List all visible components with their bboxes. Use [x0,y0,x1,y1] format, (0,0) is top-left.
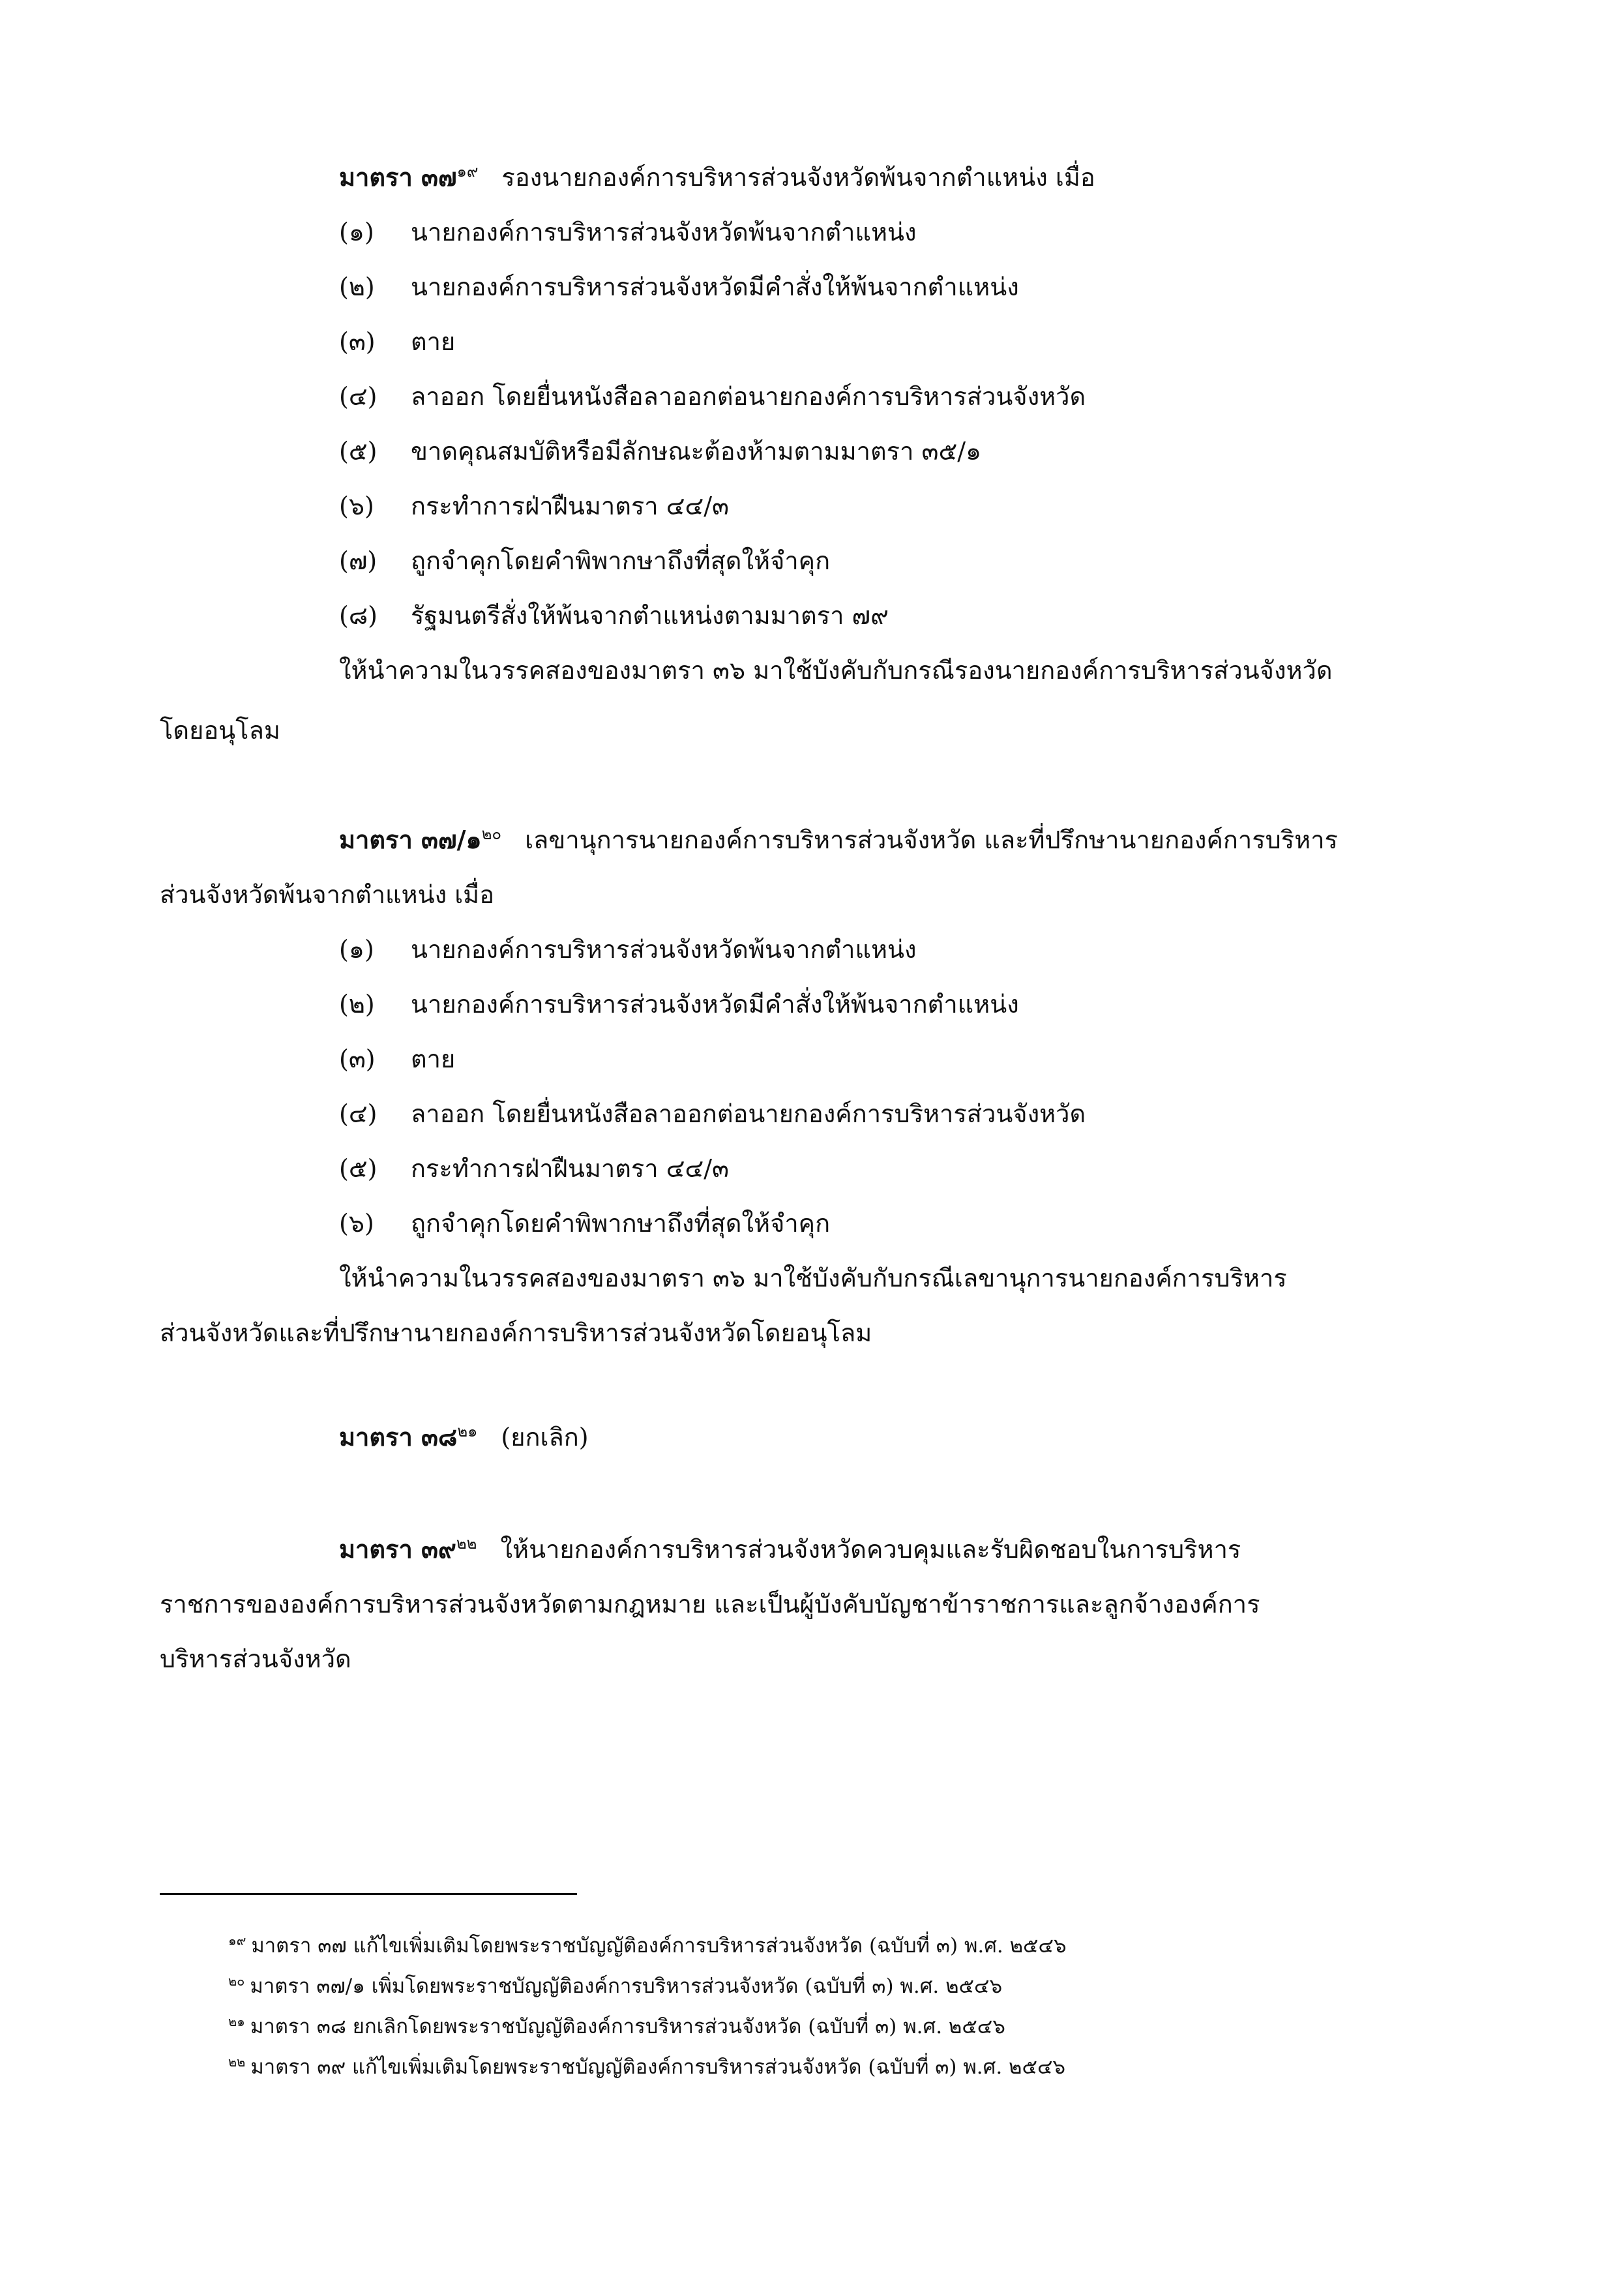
section-37-1-item [339,1152,729,1185]
section-37-1-footnote-ref: ๒๐ [481,825,502,844]
item-number: (๖) [339,1209,374,1238]
section-37-footnote-ref: ๑๙ [456,162,479,181]
footnote-mark: ๒๒ [228,2053,246,2070]
item-number: (๕) [339,1154,378,1183]
section-37-closing-line-1: ให้นำความในวรรคสองของมาตรา ๓๖ มาใช้บังคับกับกรณีรองนายกองค์การบริหารส่วนจังหวัด [339,656,1333,685]
section-37-1-closing-line-2: ส่วนจังหวัดและที่ปรึกษานายกองค์การบริหารส่วนจังหวัดโดยอนุโลม [160,1319,872,1347]
section-37-item [339,544,830,578]
footnote-text: มาตรา ๓๗/๑ เพิ่มโดยพระราชบัญญัติองค์การบริหารส่วนจังหวัด (ฉบับที่ ๓) พ.ศ. ๒๕๔๖ [250,1975,1003,1998]
section-37-item [339,215,917,249]
item-number: (๑) [339,935,374,964]
footnote-mark: ๑๙ [228,1932,246,1948]
section-37-1-closing-line-1: ให้นำความในวรรคสองของมาตรา ๓๖ มาใช้บังคับกับกรณีเลขานุการนายกองค์การบริหาร [339,1264,1287,1292]
section-37-item [339,380,1086,413]
section-37-item [339,489,729,523]
item-number: (๒) [339,273,375,301]
footnote-separator [160,1893,577,1895]
footnote-mark: ๒๑ [228,2013,245,2029]
item-text: กระทำการฝ่าฝืนมาตรา ๔๔/๓ [411,492,730,520]
section-38-heading [339,1420,589,1454]
section-37-1-item [339,1042,455,1076]
section-37-1-item [339,987,1019,1021]
item-text: รัฐมนตรีสั่งให้พ้นจากตำแหน่งตามมาตรา ๗๙ [411,601,889,630]
section-37-label: มาตรา ๓๗ [339,162,457,192]
item-text: นายกองค์การบริหารส่วนจังหวัดมีคำสั่งให้พ้นจากตำแหน่ง [411,990,1019,1019]
item-number: (๕) [339,437,378,466]
section-37-1-heading [339,823,1338,857]
section-37-1-item [339,1206,830,1240]
footnote-21 [228,2012,1005,2041]
footnote-19 [228,1931,1067,1960]
item-text: ลาออก โดยยื่นหนังสือลาออกต่อนายกองค์การบริหารส่วนจังหวัด [411,1099,1086,1128]
section-37-1-intro-line-2: ส่วนจังหวัดพ้นจากตำแหน่ง เมื่อ [160,880,495,909]
section-39-line-1: ให้นายกองค์การบริหารส่วนจังหวัดควบคุมและรับผิดชอบในการบริหาร [500,1535,1241,1564]
item-text: ถูกจำคุกโดยคำพิพากษาถึงที่สุดให้จำคุก [411,546,831,575]
item-number: (๖) [339,492,374,520]
footnote-22 [228,2053,1065,2081]
section-37-closing-line-2: โดยอนุโลม [160,716,280,745]
item-number: (๔) [339,382,378,411]
item-number: (๘) [339,601,378,630]
section-37-1-intro-line-1: เลขานุการนายกองค์การบริหารส่วนจังหวัด และที่ปรึกษานายกองค์การบริหาร [525,826,1338,854]
item-text: นายกองค์การบริหารส่วนจังหวัดพ้นจากตำแหน่ง [411,935,917,964]
item-text: ถูกจำคุกโดยคำพิพากษาถึงที่สุดให้จำคุก [411,1209,831,1238]
item-text: ลาออก โดยยื่นหนังสือลาออกต่อนายกองค์การบริหารส่วนจังหวัด [411,382,1086,411]
item-text: นายกองค์การบริหารส่วนจังหวัดมีคำสั่งให้พ้นจากตำแหน่ง [411,273,1019,301]
section-39-line-2: ราชการขององค์การบริหารส่วนจังหวัดตามกฎหมาย และเป็นผู้บังคับบัญชาข้าราชการและลูกจ้างองค์การ [160,1590,1260,1618]
section-37-1-item [339,932,917,966]
section-37-item [339,599,889,633]
item-number: (๓) [339,1045,376,1073]
footnote-text: มาตรา ๓๙ แก้ไขเพิ่มเติมโดยพระราชบัญญัติองค์การบริหารส่วนจังหวัด (ฉบับที่ ๓) พ.ศ. ๒๕๔๖ [250,2055,1066,2079]
item-number: (๒) [339,990,375,1019]
item-number: (๗) [339,546,378,575]
section-37-1-label: มาตรา ๓๗/๑ [339,825,482,854]
section-39-footnote-ref: ๒๒ [456,1534,477,1553]
item-text: ตาย [411,327,456,356]
item-number: (๑) [339,218,374,246]
item-text: ตาย [411,1045,456,1073]
section-39-label: มาตรา ๓๙ [339,1534,456,1564]
section-37-1-item [339,1097,1086,1131]
item-text: กระทำการฝ่าฝืนมาตรา ๔๔/๓ [411,1154,730,1183]
section-37-item [339,325,455,359]
section-39-line-3: บริหารส่วนจังหวัด [160,1645,351,1673]
footnote-text: มาตรา ๓๘ ยกเลิกโดยพระราชบัญญัติองค์การบริหารส่วนจังหวัด (ฉบับที่ ๓) พ.ศ. ๒๕๔๖ [250,2015,1005,2038]
section-37-intro: รองนายกองค์การบริหารส่วนจังหวัดพ้นจากตำแหน่ง เมื่อ [501,163,1095,192]
section-37-heading [339,160,1095,194]
section-39-heading [339,1532,1241,1566]
section-38-text: (ยกเลิก) [501,1423,589,1452]
section-37-item [339,270,1019,304]
item-text: นายกองค์การบริหารส่วนจังหวัดพ้นจากตำแหน่ง [411,218,917,246]
item-number: (๔) [339,1099,378,1128]
footnote-text: มาตรา ๓๗ แก้ไขเพิ่มเติมโดยพระราชบัญญัติองค์การบริหารส่วนจังหวัด (ฉบับที่ ๓) พ.ศ. ๒๕๔๖ [251,1934,1067,1958]
item-text: ขาดคุณสมบัติหรือมีลักษณะต้องห้ามตามมาตรา ๓๕/๑ [411,437,982,466]
item-number: (๓) [339,327,376,356]
footnote-mark: ๒๐ [228,1973,245,1989]
footnote-20 [228,1972,1002,2001]
section-38-footnote-ref: ๒๑ [457,1422,478,1441]
section-37-item [339,434,981,468]
section-38-label: มาตรา ๓๘ [339,1422,458,1452]
